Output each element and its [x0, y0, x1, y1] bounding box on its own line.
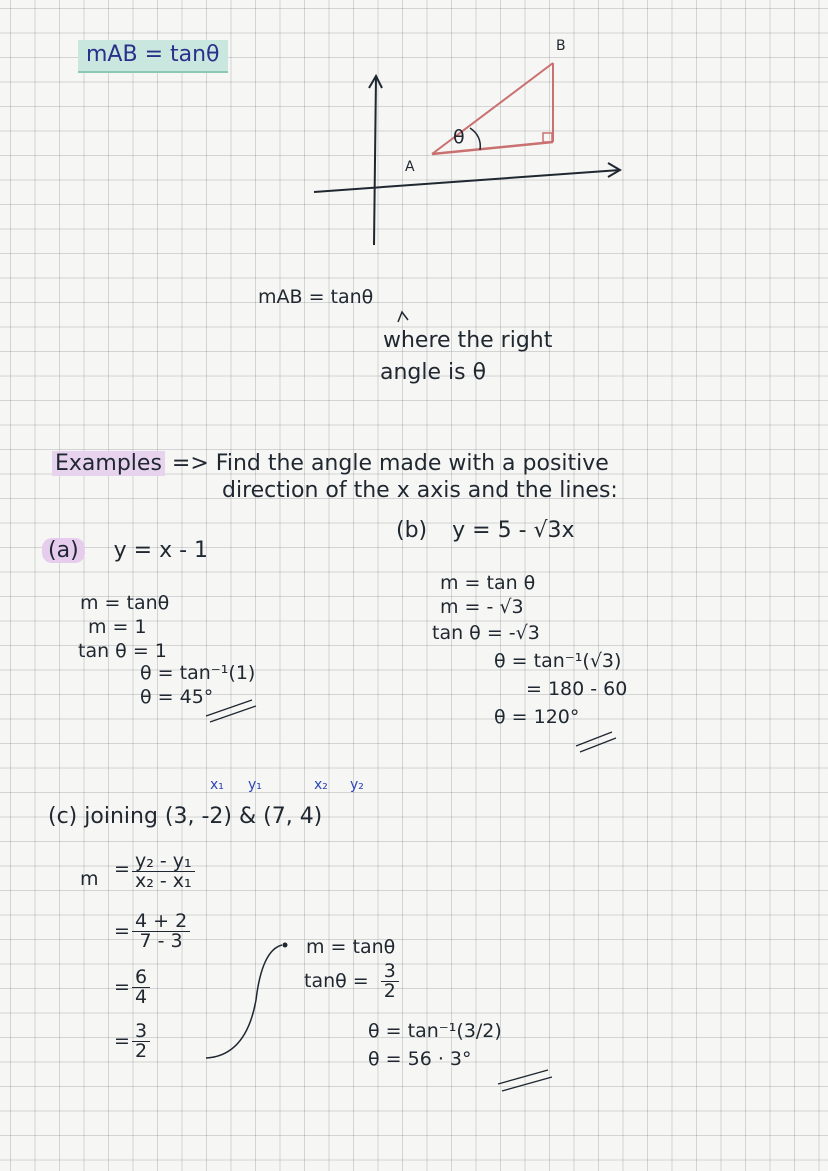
part-c-right-line-1: m = tanθ [306, 936, 396, 958]
examples-arrow: => [171, 451, 209, 476]
frac-2-den: 7 - 3 [139, 930, 183, 952]
frac-1-den: x₂ - x₁ [135, 870, 192, 892]
examples-heading [52, 453, 609, 475]
part-c-eq-1: = [114, 858, 130, 880]
part-c-eq-4: = [114, 1030, 130, 1052]
part-c-frac-3 [132, 968, 150, 1007]
part-a-equation: y = x - 1 [113, 538, 209, 563]
label-x2: x₂ [314, 777, 328, 793]
frac-3-num: 6 [132, 968, 150, 988]
part-c-m-label: m [80, 868, 99, 890]
angle-arc [470, 128, 480, 150]
point-b-label: B [556, 38, 566, 54]
part-b-line-5: = 180 - 60 [526, 678, 628, 700]
part-c-heading: (c) joining (3, -2) & (7, 4) [48, 804, 323, 829]
part-a-line-3: tan θ = 1 [78, 640, 167, 662]
frac-1-num: y₂ - y₁ [132, 852, 195, 872]
label-y1: y₁ [248, 777, 262, 793]
examples-prompt-line1: Find the angle made with a positive [215, 451, 609, 476]
part-c-eq-2: = [114, 920, 130, 942]
part-a-heading [42, 540, 208, 562]
part-b-equation: y = 5 - √3x [452, 518, 575, 543]
part-b-line-4: θ = tan⁻¹(√3) [494, 650, 622, 672]
diagram-note-line1: where the right [383, 328, 553, 353]
part-a-line-1: m = tanθ [80, 592, 170, 614]
page-title: mAB = tanθ [78, 40, 228, 73]
diagram-formula: mAB = tanθ [258, 286, 374, 308]
underline-120 [576, 732, 616, 752]
part-c-eq-3: = [114, 976, 130, 998]
frac-4-num: 3 [132, 1022, 150, 1042]
underline-56 [498, 1070, 552, 1091]
part-a-line-4: θ = tan⁻¹(1) [140, 662, 256, 684]
frac-3-den: 4 [135, 986, 148, 1008]
part-c-right-line-2 [304, 962, 399, 1001]
y-axis [374, 76, 376, 245]
part-c-frac-1 [132, 852, 195, 891]
part-b-line-3: tan θ = -√3 [432, 622, 540, 644]
connector-dot [283, 943, 288, 948]
part-c-frac-4 [132, 1022, 150, 1061]
part-b-label: (b) [396, 518, 428, 543]
examples-lead: Examples [52, 451, 165, 476]
point-a-label: A [405, 159, 415, 175]
right-frac-den: 2 [383, 980, 396, 1002]
examples-prompt-line2: direction of the x axis and the lines: [222, 478, 618, 503]
diagram-note-line2: angle is θ [380, 360, 487, 385]
part-c-frac-2 [132, 912, 190, 951]
part-a-label: (a) [42, 538, 85, 563]
part-c-right-line-3: θ = tan⁻¹(3/2) [368, 1020, 502, 1042]
right-frac-num: 3 [381, 962, 399, 982]
label-y2: y₂ [350, 777, 364, 793]
frac-2-num: 4 + 2 [132, 912, 190, 932]
connector-curve [206, 945, 282, 1058]
part-b-line-1: m = tan θ [440, 572, 536, 594]
frac-4-den: 2 [135, 1040, 148, 1062]
horizontal-side [432, 142, 553, 154]
pointer-arrow [398, 312, 408, 322]
right-angle-marker [543, 133, 552, 142]
part-b-heading [396, 520, 575, 542]
label-x1: x₁ [210, 777, 224, 793]
part-c-right-line-2-text: tanθ = [304, 970, 369, 992]
part-b-line-2: m = - √3 [440, 596, 524, 618]
part-a-line-5: θ = 45° [140, 686, 214, 708]
angle-label: θ [453, 126, 465, 148]
part-b-line-6: θ = 120° [494, 706, 580, 728]
hypotenuse-ab [432, 63, 553, 154]
x-axis [314, 170, 620, 192]
part-a-line-2: m = 1 [88, 616, 147, 638]
underline-45 [206, 700, 256, 722]
part-c-right-line-4: θ = 56 · 3° [368, 1048, 472, 1070]
